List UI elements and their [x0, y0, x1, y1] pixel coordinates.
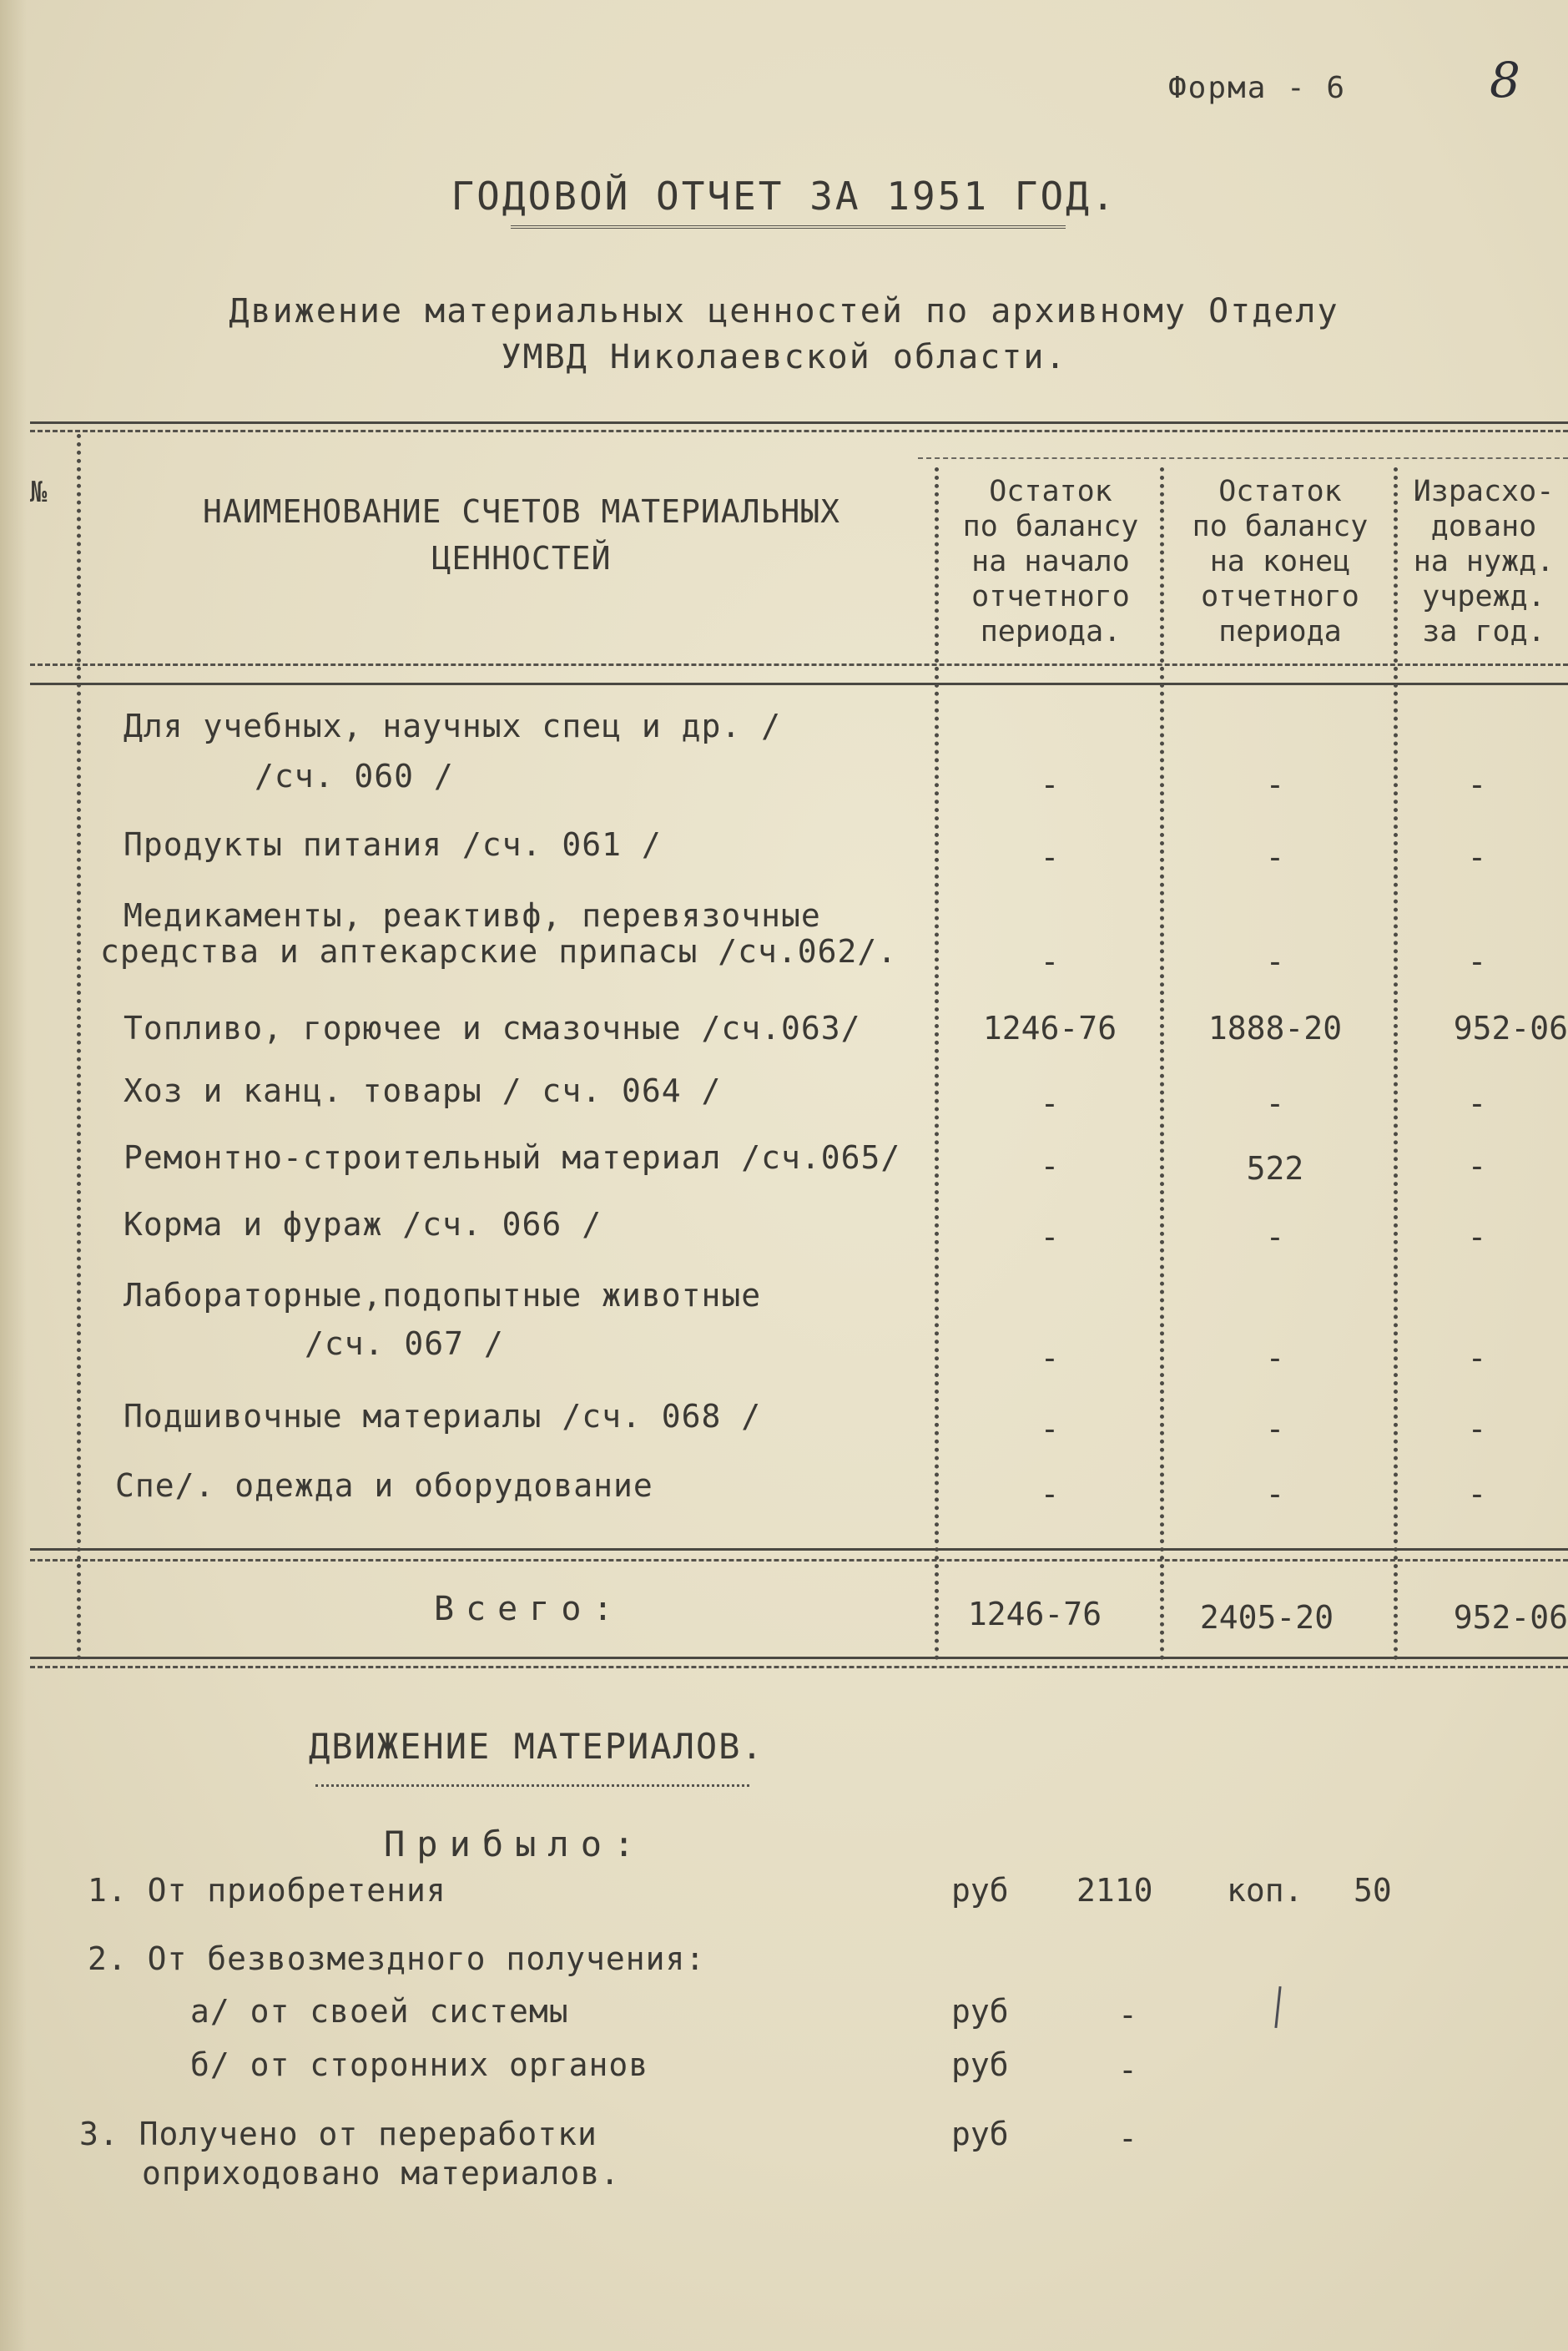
col-name-header-line2: ЦЕННОСТЕЙ — [431, 540, 612, 577]
table-cell-spent: - — [1467, 766, 1487, 803]
col-spent-header-line: на нужд. — [1413, 545, 1555, 578]
total-spent: 952-06 — [1453, 1599, 1568, 1636]
col-separator-num — [77, 434, 81, 1661]
table-row-name: Ремонтно-строительный материал /сч.065/ — [124, 1139, 901, 1176]
col-end-header-line: на конец — [1209, 545, 1351, 578]
table-cell-end: - — [1265, 766, 1285, 803]
table-row-name: Корма и фураж /сч. 066 / — [124, 1206, 602, 1243]
item3-label-line2: оприходовано материалов. — [142, 2155, 621, 2192]
col-spent-header — [1400, 474, 1567, 649]
table-cell-spent: - — [1467, 1476, 1487, 1512]
table-cell-end: 522 — [1246, 1150, 1304, 1187]
table-cell-spent: - — [1467, 1218, 1487, 1255]
table-cell-start: - — [1040, 1476, 1060, 1512]
item1-kop-label: коп. — [1227, 1872, 1303, 1909]
table-row-name-cont: средства и аптекарские припасы /сч.062/. — [100, 933, 898, 970]
col-start-header-line: Остаток — [989, 475, 1112, 508]
table-row-name-cont: /сч. 067 / — [305, 1325, 504, 1362]
table-cell-start: - — [1040, 1339, 1060, 1376]
col-spent-header-line: довано — [1430, 510, 1537, 543]
item2b-label: б/ от сторонних органов — [190, 2046, 649, 2083]
item2-label: 2. От безвозмездного получения: — [88, 1940, 706, 1977]
table-cell-end: - — [1265, 1476, 1285, 1512]
col-start-header — [941, 474, 1160, 649]
col-separator-end — [1160, 467, 1164, 1661]
table-cell-end: - — [1265, 839, 1285, 875]
item1-rub: 2110 — [1076, 1872, 1153, 1909]
table-cell-start: - — [1040, 1218, 1060, 1255]
table-cell-start: - — [1040, 1085, 1060, 1122]
table-cell-start: - — [1040, 1410, 1060, 1447]
table-cell-end: - — [1265, 1085, 1285, 1122]
item2b-value: - — [1118, 2051, 1137, 2088]
table-row-name: Спе/. одежда и оборудование — [115, 1467, 653, 1504]
col-num-header: № — [30, 476, 48, 509]
table-row-name-cont: /сч. 060 / — [255, 758, 454, 795]
item3-value: - — [1118, 2120, 1137, 2157]
table-row-name: Медикаменты, реактивф, перевязочные — [124, 897, 821, 934]
item3-currency: руб — [951, 2116, 1009, 2152]
table-row-name: Топливо, горючее и смазочные /сч.063/ — [124, 1010, 861, 1047]
table-row-name: Подшивочные материалы /сч. 068 / — [124, 1398, 762, 1435]
table-cell-spent: - — [1467, 943, 1487, 980]
col-end-header-line: периода — [1218, 615, 1342, 648]
table-top-rule-2 — [30, 430, 1568, 432]
table-cell-start: 1246-76 — [982, 1010, 1117, 1047]
col-spent-header-line: за год. — [1422, 615, 1545, 648]
report-subtitle-line2: УМВД Николаевской области. — [501, 338, 1067, 376]
title-underline — [511, 225, 1066, 229]
report-subtitle-line1: Движение материальных ценностей по архивному Отделу — [229, 292, 1339, 330]
col-end-header-line: отчетного — [1201, 580, 1359, 613]
table-cell-spent: - — [1467, 1339, 1487, 1376]
col-name-header-line1: НАИМЕНОВАНИЕ СЧЕТОВ МАТЕРИАЛЬНЫХ — [202, 493, 841, 530]
item3-label-line1: 3. Получено от переработки — [79, 2116, 597, 2152]
col-separator-start — [935, 467, 939, 1661]
table-cell-spent: 952-06 — [1453, 1010, 1568, 1047]
table-cell-start: - — [1040, 766, 1060, 803]
handwritten-tick — [1274, 1986, 1281, 2028]
header-sub-rule — [918, 457, 1568, 459]
col-end-header — [1167, 474, 1394, 649]
col-start-header-line: периода. — [980, 615, 1122, 648]
total-start: 1246-76 — [967, 1596, 1102, 1632]
header-bottom-rule-2 — [30, 683, 1568, 685]
total-bottom-rule — [30, 1657, 1568, 1659]
table-cell-end: - — [1265, 943, 1285, 980]
table-cell-end: - — [1265, 1410, 1285, 1447]
col-end-header-line: Остаток — [1218, 475, 1342, 508]
received-label: Прибыло: — [384, 1824, 647, 1864]
col-start-header-line: на начало — [971, 545, 1130, 578]
table-row-name: Для учебных, научных спец и др. / — [124, 708, 781, 744]
col-start-header-line: отчетного — [971, 580, 1130, 613]
page-number: 8 — [1490, 52, 1520, 108]
header-bottom-rule — [30, 663, 1568, 666]
col-name-header — [125, 488, 918, 582]
item1-label: 1. От приобретения — [88, 1872, 446, 1909]
table-cell-end: - — [1265, 1339, 1285, 1376]
total-label: Всего: — [434, 1590, 625, 1628]
item1-currency: руб — [951, 1872, 1009, 1909]
table-cell-spent: - — [1467, 1085, 1487, 1122]
col-spent-header-line: учрежд. — [1422, 580, 1545, 613]
table-cell-start: - — [1040, 943, 1060, 980]
col-start-header-line: по балансу — [962, 510, 1139, 543]
report-title: ГОДОВОЙ ОТЧЕТ ЗА 1951 ГОД. — [451, 174, 1117, 219]
table-row-name: Лабораторные,подопытные животные — [124, 1277, 762, 1314]
table-cell-start: - — [1040, 1148, 1060, 1184]
item2a-label: а/ от своей системы — [190, 1993, 569, 2030]
item2a-currency: руб — [951, 1993, 1009, 2030]
item1-kop: 50 — [1354, 1872, 1392, 1909]
table-top-rule — [30, 421, 1568, 424]
form-label: Форма - 6 — [1168, 71, 1347, 105]
col-end-header-line: по балансу — [1192, 510, 1369, 543]
movement-title-underline — [315, 1784, 749, 1787]
col-spent-header-line: Израсхо- — [1413, 475, 1555, 508]
table-row-name: Продукты питания /сч. 061 / — [124, 826, 662, 863]
total-bottom-rule-2 — [30, 1666, 1568, 1668]
movement-title: ДВИЖЕНИЕ МАТЕРИАЛОВ. — [309, 1726, 764, 1767]
table-cell-spent: - — [1467, 1410, 1487, 1447]
item2a-value: - — [1118, 1996, 1137, 2033]
table-cell-end: - — [1265, 1218, 1285, 1255]
body-bottom-rule — [30, 1548, 1568, 1551]
total-end: 2405-20 — [1199, 1599, 1334, 1636]
table-cell-spent: - — [1467, 839, 1487, 875]
table-row-name: Хоз и канц. товары / сч. 064 / — [124, 1072, 722, 1109]
table-cell-start: - — [1040, 839, 1060, 875]
table-cell-spent: - — [1467, 1148, 1487, 1184]
body-bottom-rule-2 — [30, 1559, 1568, 1561]
item2b-currency: руб — [951, 2046, 1009, 2083]
table-cell-end: 1888-20 — [1208, 1010, 1343, 1047]
